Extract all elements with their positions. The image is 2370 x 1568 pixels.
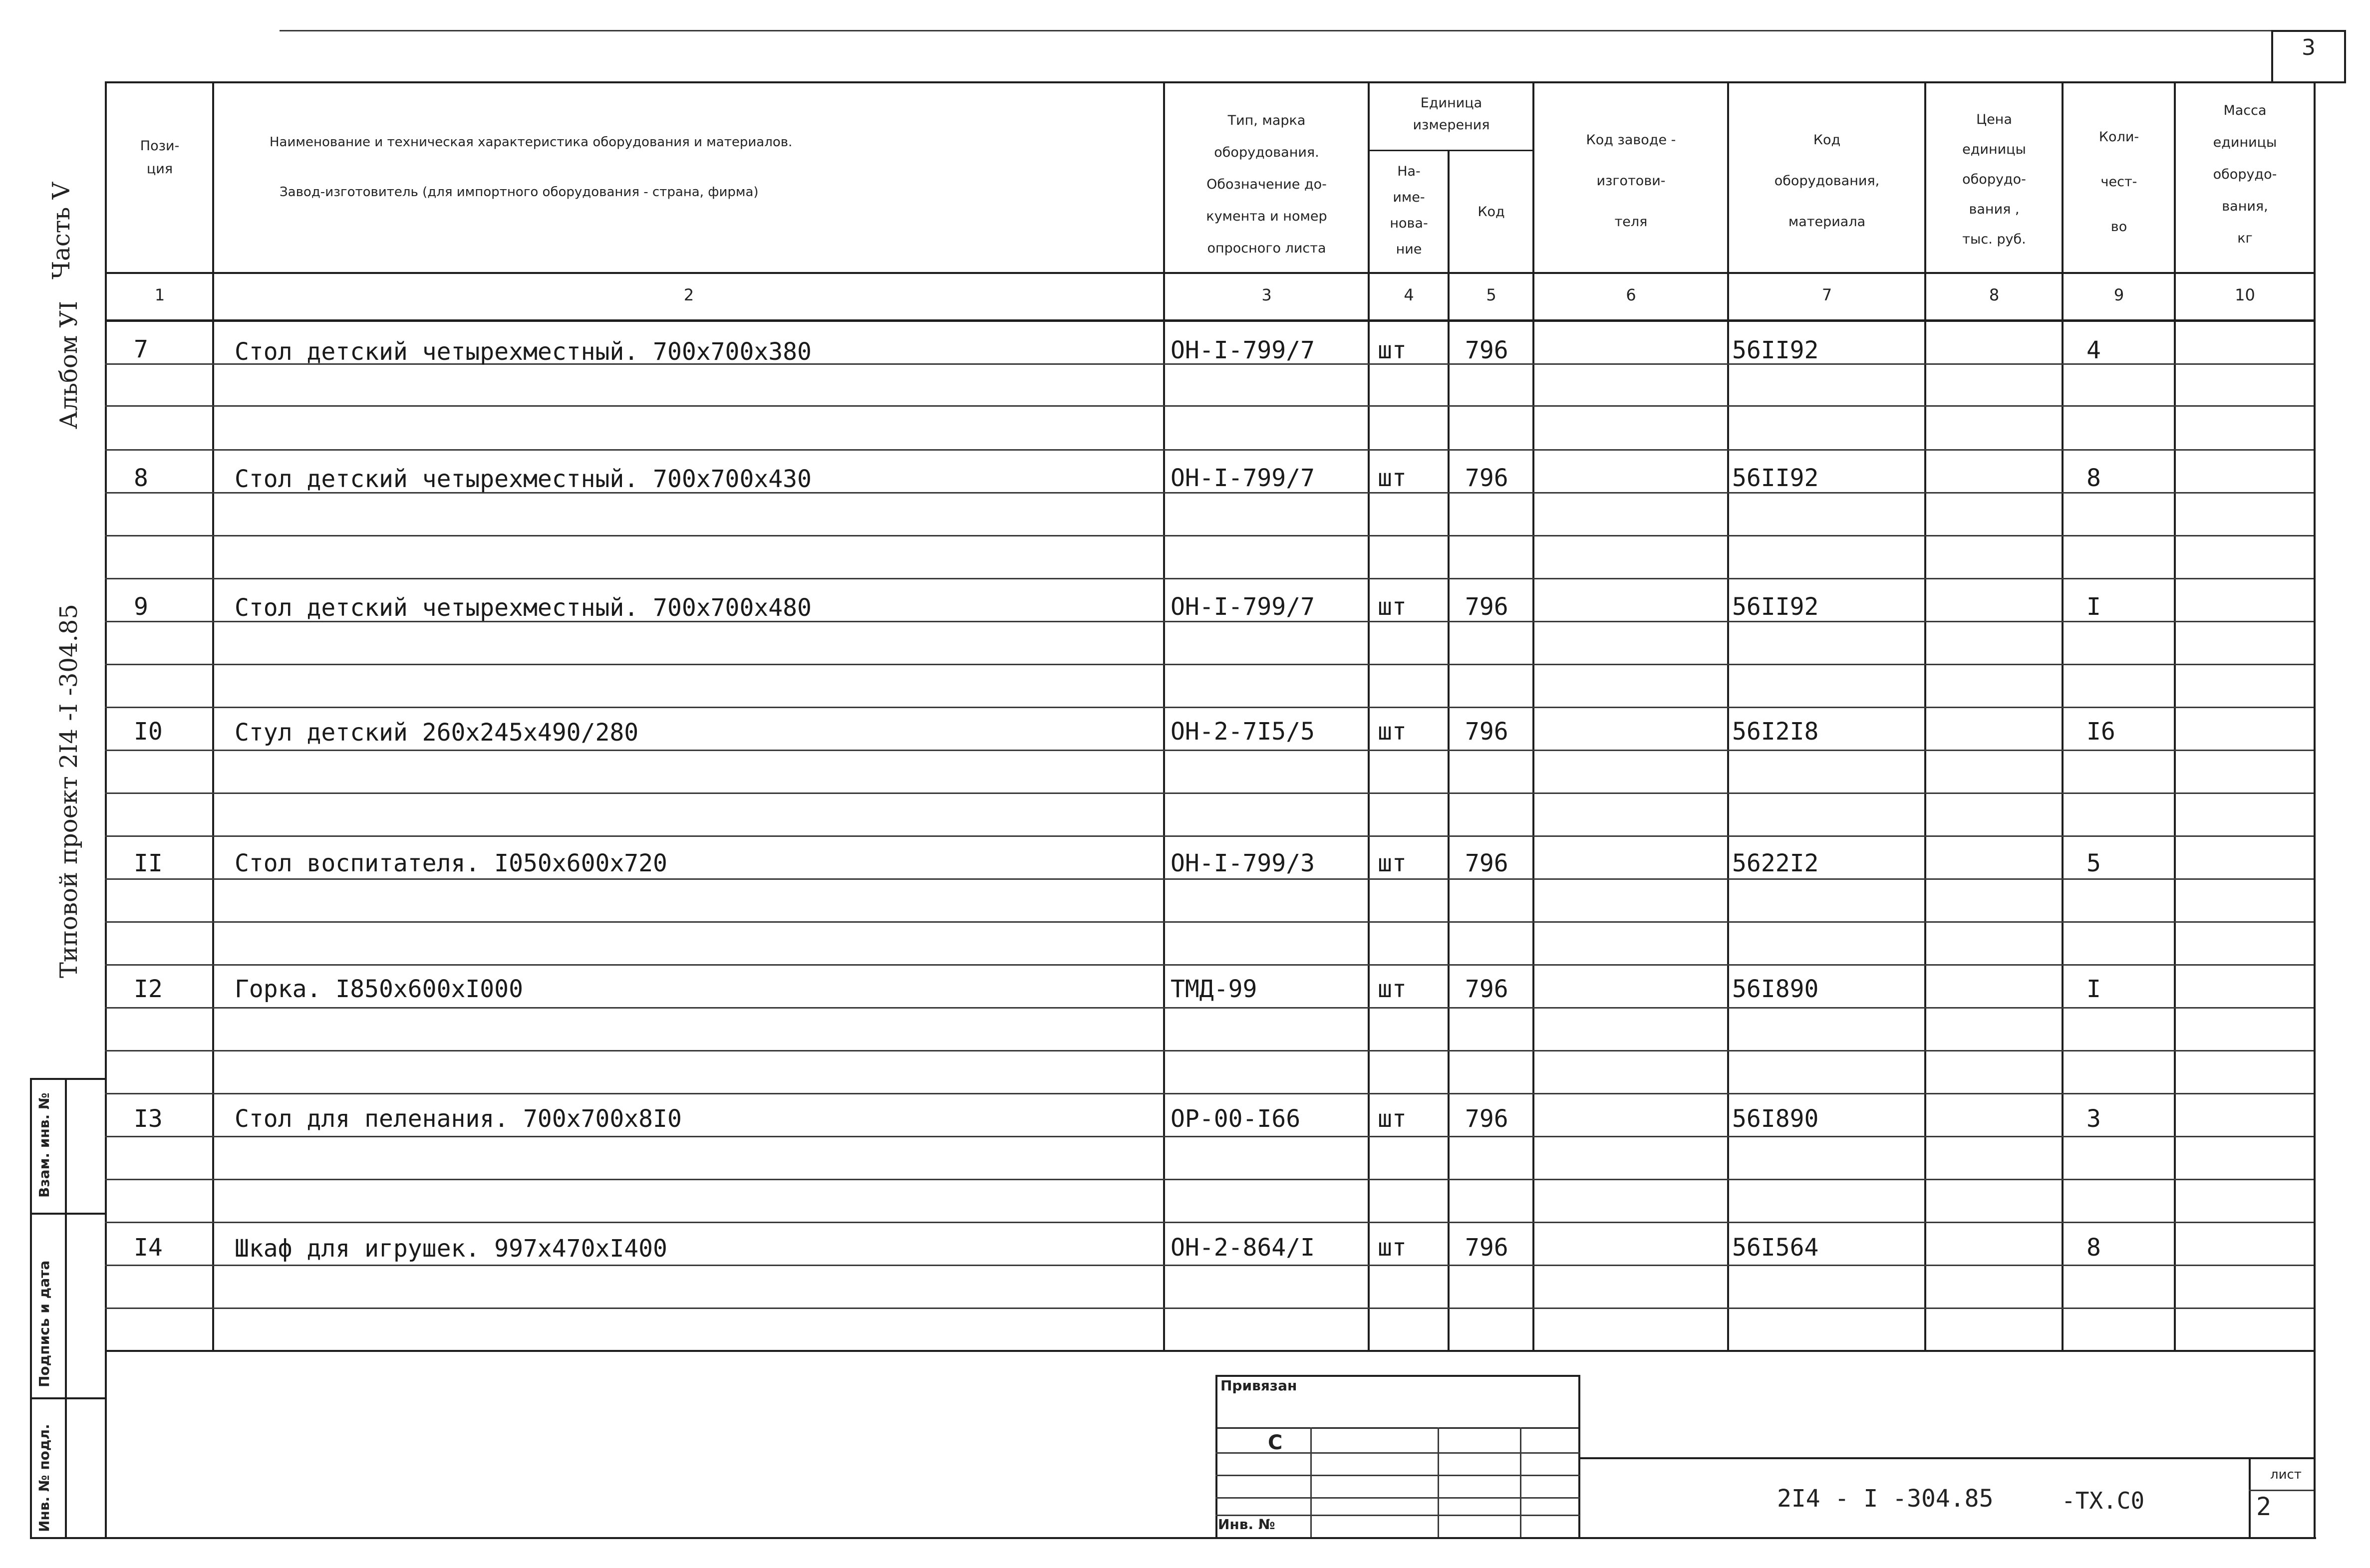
col-line-9 — [2174, 81, 2176, 1351]
page-sheet-number: 3 — [2302, 35, 2316, 60]
row-name: Стол детский четырехместный. 700x700x430 — [235, 465, 812, 493]
sheet-box-left — [2271, 30, 2273, 83]
header-unit: Единица измерения — [1413, 95, 1490, 133]
row-quantity: I6 — [2086, 718, 2115, 746]
table-bottom — [105, 1350, 2314, 1352]
frame-right — [2314, 81, 2316, 1539]
frame-bottom — [30, 1537, 2316, 1539]
row-type: ОН-I-799/7 — [1171, 593, 1315, 621]
row-equipment-code: 56II92 — [1732, 464, 1819, 492]
stamp-divider — [65, 1078, 67, 1537]
row-position: 7 — [134, 335, 148, 363]
row-type: ОР-00-I66 — [1171, 1105, 1301, 1133]
title-inv-no: Инв. № — [1218, 1516, 1275, 1533]
top-rule — [280, 30, 2271, 31]
side-album-label: Альбом УI — [55, 300, 83, 429]
row-name: Горка. I850x600xI000 — [235, 975, 523, 1003]
header-equipment-code: Код оборудования, материала — [1774, 132, 1880, 230]
row-position: I2 — [134, 975, 163, 1003]
stamp-line-b — [30, 1397, 105, 1399]
row-unit: шт — [1378, 336, 1407, 364]
row-name: Стол детский четырехместный. 700x700x380 — [235, 338, 812, 366]
row-position: 8 — [134, 464, 148, 492]
row-quantity: I — [2086, 593, 2101, 621]
row-type: ОН-I-799/7 — [1171, 336, 1315, 364]
col-line-1 — [212, 81, 214, 1351]
row-unit: шт — [1378, 1105, 1407, 1133]
title-designation: 2I4 - I -304.85 — [1777, 1485, 1994, 1513]
header-name-line2: Завод-изготовитель (для импортного оборудования - страна, фирма) — [280, 185, 759, 200]
row-equipment-code: 56I890 — [1732, 975, 1819, 1003]
row-unit-code: 796 — [1465, 975, 1508, 1003]
stamp-inv-replacement: Взам. инв. № — [36, 1092, 52, 1198]
row-quantity: I — [2086, 975, 2101, 1003]
col-line-3 — [1368, 81, 1370, 1351]
row-unit: шт — [1378, 849, 1407, 877]
row-quantity: 3 — [2086, 1105, 2101, 1133]
row-type: ОН-I-799/7 — [1171, 464, 1315, 492]
header-bottom — [105, 272, 2314, 274]
colnum-10: 10 — [2235, 285, 2255, 304]
row-equipment-code: 56I890 — [1732, 1105, 1819, 1133]
stamp-inv-original: Инв. № подл. — [36, 1424, 52, 1532]
row-type: ОН-I-799/3 — [1171, 849, 1315, 877]
title-tied-label: Привязан — [1220, 1377, 1297, 1394]
row-name: Стол детский четырехместный. 700x700x480 — [235, 594, 812, 622]
sheet-box-right — [2344, 30, 2346, 83]
header-type: Тип, марка оборудования. Обозначение до- кумента и номер опросного листа — [1206, 113, 1327, 256]
header-quantity: Коли- чест- во — [2098, 129, 2139, 235]
row-unit-code: 796 — [1465, 464, 1508, 492]
row-unit-code: 796 — [1465, 1105, 1508, 1133]
row-name: Шкаф для игрушек. 997x470xI400 — [235, 1235, 667, 1263]
row-unit: шт — [1378, 975, 1407, 1003]
row-unit: шт — [1378, 1234, 1407, 1262]
header-unit-name: На- име- нова- ние — [1390, 164, 1428, 257]
row-position: 9 — [134, 593, 148, 621]
row-name: Стол для пеленания. 700x700x8I0 — [235, 1105, 682, 1133]
colnum-5: 5 — [1486, 285, 1496, 304]
header-name-line1: Наименование и техническая характеристика оборудования и материалов. — [270, 135, 793, 150]
frame-left — [105, 81, 107, 1539]
row-position: I0 — [134, 718, 163, 746]
colnum-2: 2 — [683, 285, 694, 304]
header-position: Пози- ция — [140, 138, 180, 177]
col-line-6 — [1727, 81, 1729, 1351]
row-unit-code: 796 — [1465, 1234, 1508, 1262]
row-name: Стол воспитателя. I050x600x720 — [235, 849, 667, 877]
colnum-3: 3 — [1261, 285, 1272, 304]
row-equipment-code: 56I564 — [1732, 1234, 1819, 1262]
row-quantity: 5 — [2086, 849, 2101, 877]
row-type: ОН-2-7I5/5 — [1171, 718, 1315, 746]
row-unit-code: 796 — [1465, 336, 1508, 364]
row-equipment-code: 56II92 — [1732, 593, 1819, 621]
row-unit: шт — [1378, 464, 1407, 492]
side-project-label: Типовой проект 2I4 -I -304.85 — [55, 604, 83, 978]
header-unit-code: Код — [1478, 204, 1505, 220]
row-name: Стул детский 260x245x490/280 — [235, 719, 639, 747]
row-unit: шт — [1378, 718, 1407, 746]
numbers-bottom — [105, 319, 2314, 322]
col-line-8 — [2062, 81, 2064, 1351]
row-unit: шт — [1378, 593, 1407, 621]
row-type: ТМД-99 — [1171, 975, 1257, 1003]
row-position: I3 — [134, 1105, 163, 1133]
header-price: Цена единицы оборудо- вания , тыс. руб. — [1962, 112, 2026, 247]
row-unit-code: 796 — [1465, 849, 1508, 877]
row-equipment-code: 5622I2 — [1732, 849, 1819, 877]
row-type: ОН-2-864/I — [1171, 1234, 1315, 1262]
side-part-label: Часть V — [47, 182, 75, 279]
unit-subheader-line — [1368, 150, 1532, 151]
title-suffix: -ТХ.С0 — [2062, 1487, 2145, 1514]
row-equipment-code: 56I2I8 — [1732, 718, 1819, 746]
colnum-7: 7 — [1821, 285, 1832, 304]
title-sheet-label: лист — [2270, 1467, 2302, 1482]
header-mass: Масса единицы оборудо- вания, кг — [2213, 103, 2277, 246]
row-position: II — [134, 849, 163, 877]
row-quantity: 4 — [2086, 336, 2101, 364]
row-quantity: 8 — [2086, 464, 2101, 492]
stamp-line-a — [30, 1213, 105, 1215]
title-sheet-number: 2 — [2256, 1492, 2272, 1521]
colnum-8: 8 — [1989, 285, 2000, 304]
stamp-signature-date: Подпись и дата — [36, 1260, 52, 1387]
sheet-box-top — [2271, 30, 2346, 32]
row-unit-code: 796 — [1465, 593, 1508, 621]
colnum-4: 4 — [1404, 285, 1414, 304]
row-equipment-code: 56II92 — [1732, 336, 1819, 364]
col-line-5 — [1532, 81, 1534, 1351]
colnum-1: 1 — [154, 285, 165, 304]
colnum-6: 6 — [1626, 285, 1636, 304]
col-line-7 — [1924, 81, 1926, 1351]
stamp-left-edge — [30, 1078, 32, 1537]
frame-top — [105, 81, 2346, 83]
row-unit-code: 796 — [1465, 718, 1508, 746]
title-letter: С — [1268, 1431, 1283, 1454]
colnum-9: 9 — [2113, 285, 2124, 304]
row-quantity: 8 — [2086, 1234, 2101, 1262]
row-position: I4 — [134, 1234, 163, 1262]
header-factory-code: Код заводе - изготови- теля — [1586, 132, 1676, 230]
stamp-top — [30, 1078, 105, 1080]
col-line-2 — [1163, 81, 1165, 1351]
